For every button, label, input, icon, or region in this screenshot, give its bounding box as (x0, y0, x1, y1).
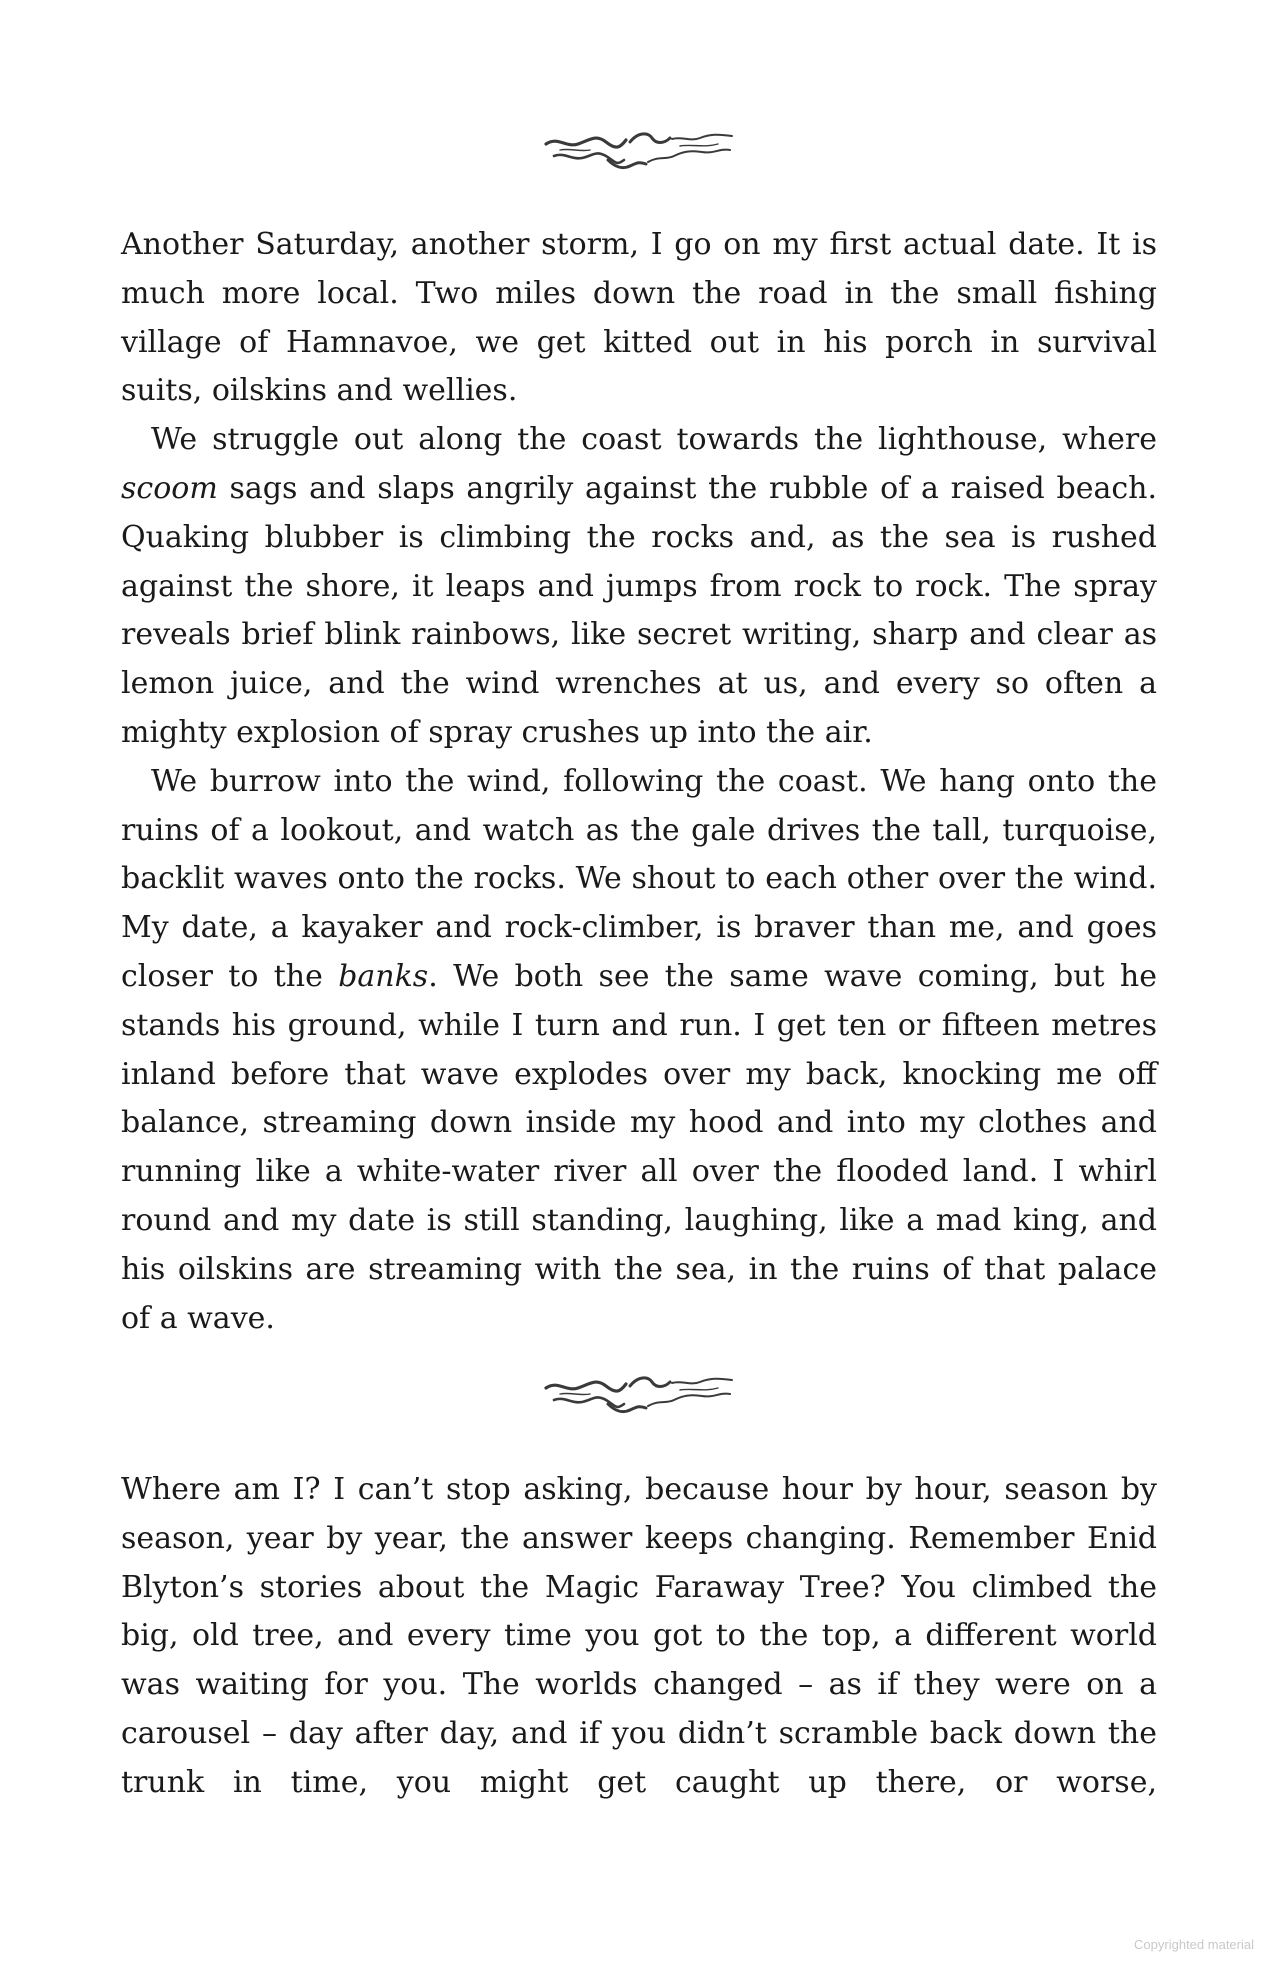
wave-ornament-icon (540, 1366, 740, 1426)
paragraph: Another Saturday, another storm, I go on my first actual date. It is much more local. Two miles down the road in the small fishing village of Hamnavoe, we get kitted out in his porch in survival suits, oilskins and wellies. (121, 227, 1157, 409)
paragraph: Where am I? I can’t stop asking, because hour by hour, season by season, year by year, the answer keeps changing. Remember Enid Blyton’s stories about the Magic Faraway Tree? You climbed the big, old tree, and every time you got to the top, a different world was waiting for you. The worlds changed – as if they were on a carousel – day after day, and if you didn’t scramble back down the trunk in time, you might get caught up there, or worse, (121, 1472, 1157, 1800)
paragraph: We struggle out along the coast towards the lighthouse, where scoom sags and slaps angrily against the rubble of a raised beach. Quaking blubber is climbing the rocks and, as the sea is rushed against the shore, it leaps and jumps from rock to rock. The spray reveals brief blink rainbows, like secret writing, sharp and clear as lemon juice, and the wind wrenches at us, and every so often a mighty explosion of spray crushes up into the air. (121, 422, 1157, 750)
section-2-text (121, 1466, 1157, 1808)
wave-ornament-icon (540, 122, 740, 182)
wave-ornament-middle (540, 1366, 740, 1426)
copyright-watermark: Copyrighted material (1134, 1937, 1254, 1952)
wave-ornament-top (540, 122, 740, 182)
italic-word: banks (338, 958, 429, 994)
section-1-text (121, 221, 1157, 1343)
italic-word: scoom (121, 470, 218, 506)
paragraph: We burrow into the wind, following the coast. We hang onto the ruins of a lookout, and watch as the gale drives the tall, turquoise, backlit waves onto the rocks. We shout to each other over the wind. My date, a kayaker and rock-climber, is braver than me, and goes closer to the banks. We both see the same wave coming, but he stands his ground, while I turn and run. I get ten or fifteen metres inland before that wave explodes over my back, knocking me off balance, streaming down inside my hood and into my clothes and running like a white-water river all over the flooded land. I whirl round and my date is still standing, laughing, like a mad king, and his oilskins are streaming with the sea, in the ruins of that palace of a wave. (121, 763, 1157, 1336)
